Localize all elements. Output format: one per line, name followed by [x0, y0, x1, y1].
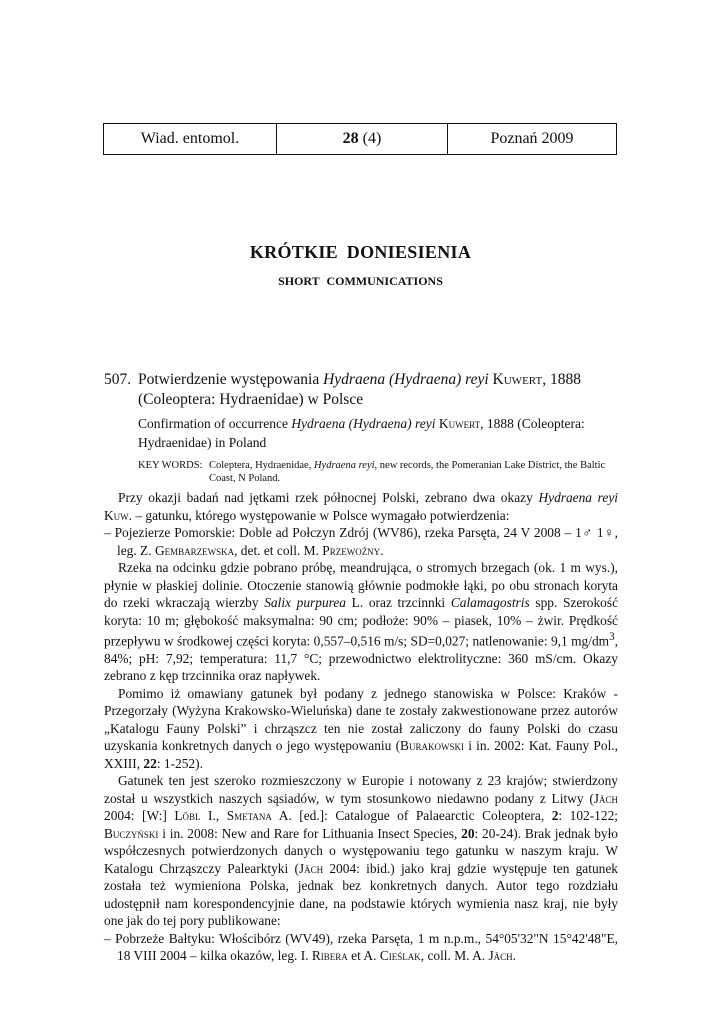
- place-year: Poznań 2009: [447, 124, 616, 154]
- text: , det. et coll. M.: [234, 542, 323, 558]
- text: Gatunek ten jest szeroko rozmieszczony w Europie i notowany z 23 krajów; stwierdzony został u wszystkich naszych sąsiadów, w tym stosunkowo niedawno podany z Litwy (: [104, 773, 618, 806]
- english-title: [138, 414, 618, 452]
- text: – Pobrzeże Bałtyku: Włościbórz (WV49), rzeka Parsęta, 1 m n.p.m., 54°05'32"N 15°42'48"E, 18 VIII 2004 – kilka okazów, leg. I.: [104, 930, 618, 964]
- author-name: Löbl: [174, 808, 201, 824]
- volume-number: 28: [342, 130, 359, 147]
- en-title-author: Kuwert: [438, 416, 481, 431]
- text: i in. 2002: Kat. Fauny Pol., XXIII,: [104, 738, 618, 771]
- species-name: Salix purpurea: [264, 595, 346, 610]
- journal-volume: [276, 124, 447, 154]
- text: spp. Szerokość koryta: 10 m; głębokość maksymalna: 90 cm; podłoże: 90% – piasek, 10% – żwir. Prędkość przepływu w środkowej części koryta: 0,557–0,516 m/s; SD=0,027; natlenowanie: 9,1 mg/dm: [104, 595, 619, 649]
- text: . – gatunku, którego występowanie w Polsce wymagało potwierdzenia:: [128, 507, 510, 523]
- article-title: [138, 370, 618, 410]
- journal-header: [103, 123, 617, 155]
- collector-name: Ribera: [311, 948, 348, 964]
- keywords-part-end: , new records, the Pomeranian Lake District, the Baltic Coast, N Poland.: [209, 460, 606, 484]
- text: 2004: ibid.) jako kraj gdzie występuje ten gatunek została też wymieniona Polska, jednak bez konkretnych danych. Autor tego rozdziału udostępnił nam korespondencyjnie dane, na podstawie których wymienia nasz kraj, nie były one jak do tej pory publikowane:: [104, 860, 618, 929]
- volume-number: 2: [551, 808, 559, 824]
- text: L. oraz trzcinnki: [346, 595, 451, 610]
- text: 2004: [W:]: [104, 808, 175, 824]
- text: : 1-252).: [156, 755, 203, 771]
- collector-name: Przewoźny: [322, 542, 381, 558]
- text: : 20-24). Brak jednak było współczesnych potwierdzonych danych o występowaniu tego gatunku w naszym kraju. W Katalogu Chrząszczy Palearktyki (: [104, 825, 619, 876]
- en-title-species: Hydraena (Hydraena) reyi: [291, 416, 436, 431]
- record-2: [104, 930, 618, 965]
- text: : 102-122;: [558, 808, 618, 824]
- text: Rzeka na odcinku gdzie pobrano próbę, meandrująca, o stromych brzegach (ok. 1 m wys.), płynie w płaskiej dolinie. Otoczenie stanowią głównie podmokłe łąki, po obu stronach koryta do rzeki wkraczają wierzby: [104, 560, 618, 610]
- article-number: 507.: [104, 371, 132, 388]
- paragraph-distribution: [104, 772, 618, 930]
- author-name: Smetana: [226, 808, 272, 824]
- section-title: KRÓTKIE DONIESIENIA: [249, 242, 472, 262]
- collector-name: Gembarzewska: [154, 542, 235, 558]
- text: A. [ed.]: Catalogue of Palaearctic Coleoptera,: [271, 808, 552, 824]
- text: i in. 2008: New and Rare for Lithuania Insect Species,: [158, 825, 462, 841]
- title-species: Hydraena (Hydraena) reyi: [323, 371, 489, 388]
- species-name: Hydraena reyi: [538, 490, 618, 505]
- author-name: Kuw: [104, 507, 129, 523]
- collector-name: Cieślak: [379, 948, 421, 964]
- text: I.,: [200, 808, 227, 824]
- article-body: [104, 489, 618, 965]
- author-name: Jäch: [488, 948, 513, 964]
- author-name: Jäch: [593, 790, 618, 806]
- paragraph-habitat: [104, 559, 618, 685]
- text: .: [380, 542, 384, 558]
- superscript: 3: [609, 631, 615, 643]
- keywords-text: [209, 459, 618, 485]
- title-text: Potwierdzenie występowania: [138, 371, 324, 388]
- text: et A.: [347, 948, 380, 964]
- keywords-species: Hydraena reyi: [313, 460, 375, 471]
- text: – Pojezierze Pomorskie: Doble ad Połczyn Zdrój (WV86), rzeka Parsęta, 24 V 2008 – 1♂ 1♀, leg. Z.: [104, 525, 618, 558]
- text: Przy okazji badań nad jętkami rzek północnej Polski, zebrano dwa okazy: [118, 490, 539, 505]
- author-name: Burakowski: [400, 738, 464, 754]
- text: , coll. M. A.: [420, 948, 489, 964]
- en-title-text: Confirmation of occurrence: [138, 416, 292, 431]
- author-name: Jäch: [298, 860, 324, 876]
- keywords-label: KEY WORDS:: [138, 460, 203, 471]
- issue-number: (4): [362, 130, 382, 147]
- volume-number: 22: [143, 755, 157, 771]
- title-author: Kuwert: [492, 371, 543, 388]
- text: , 84%; pH: 7,92; temperatura: 11,7 °C; przewodnictwo elektrolityczne: 360 mS/cm. Okazy zebrano z kęp trzcinnika oraz napływek.: [104, 633, 618, 684]
- paragraph-intro: [104, 489, 618, 524]
- keywords-part: Coleptera, Hydraenidae,: [209, 460, 314, 471]
- journal-name: Wiad. entomol.: [140, 130, 240, 147]
- title-text-end: , 1888 (Coleoptera: Hydraenidae) w Polsce: [138, 371, 581, 408]
- volume-number: 20: [461, 825, 475, 841]
- species-name: Calamagostris: [450, 595, 530, 610]
- author-name: Buczyński: [104, 825, 159, 841]
- record-1: [104, 524, 618, 559]
- section-subtitle: SHORT COMMUNICATIONS: [278, 274, 443, 288]
- text: .: [512, 948, 517, 964]
- text: Pomimo iż omawiany gatunek był podany z jednego stanowiska w Polsce: Kraków - Przegorzały (Wyżyna Krakowsko-Wieluńska) dane te zostały zakwestionowane przez autorów „Katalogu Fauny Polski” i chrząszcz ten nie został zaliczony do fauny Polski do czasu uzyskania konkretnych danych o jego występowaniu (: [104, 685, 618, 754]
- paragraph-history: [104, 685, 618, 773]
- en-title-text-end: , 1888 (Coleoptera: Hydraenidae) in Poland: [138, 416, 585, 450]
